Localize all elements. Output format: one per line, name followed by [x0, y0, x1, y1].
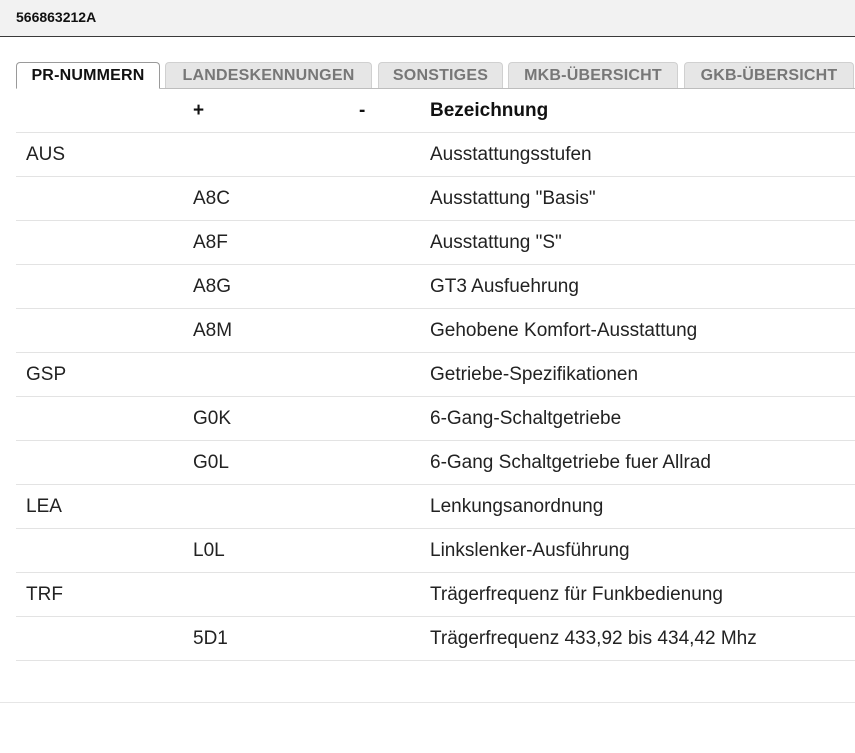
row-description: Ausstattung "S" — [430, 232, 562, 253]
row-plus: 5D1 — [193, 628, 228, 649]
row-plus: A8G — [193, 276, 232, 297]
row-description: Lenkungsanordnung — [430, 496, 604, 517]
row-description: 6-Gang Schaltgetriebe fuer Allrad — [430, 452, 711, 473]
header-minus: - — [359, 100, 366, 121]
tab-mkb-uebersicht[interactable]: MKB-ÜBERSICHT — [508, 62, 678, 88]
table-row — [16, 221, 855, 265]
row-description: Ausstattung "Basis" — [430, 188, 596, 209]
tab-gkb-uebersicht[interactable]: GKB-ÜBERSICHT — [684, 62, 854, 88]
row-description: Trägerfrequenz für Funkbedienung — [430, 584, 723, 605]
row-group: GSP — [26, 364, 67, 385]
row-plus: A8M — [193, 320, 233, 341]
table-row — [16, 177, 855, 221]
table-row — [16, 617, 855, 661]
table-row — [16, 353, 855, 397]
header-plus: + — [193, 100, 205, 121]
table-row — [16, 265, 855, 309]
row-plus: L0L — [193, 540, 225, 561]
tab-pr-nummern[interactable]: PR-NUMMERN — [16, 62, 160, 89]
table-header-row — [16, 89, 855, 133]
row-description: 6-Gang-Schaltgetriebe — [430, 408, 622, 429]
row-group: TRF — [26, 584, 63, 605]
top-bar — [0, 0, 855, 37]
row-description: Getriebe-Spezifikationen — [430, 364, 639, 385]
tab-landeskennungen[interactable]: LANDESKENNUNGEN — [165, 62, 372, 88]
table-row — [16, 529, 855, 573]
row-plus: A8C — [193, 188, 230, 209]
row-plus: A8F — [193, 232, 228, 253]
row-description: Gehobene Komfort-Ausstattung — [430, 320, 698, 341]
part-number-title: 566863212A — [16, 9, 97, 25]
table-row — [16, 485, 855, 529]
row-description: Trägerfrequenz 433,92 bis 434,42 Mhz — [430, 628, 757, 649]
row-group: AUS — [26, 144, 66, 165]
table-row — [16, 309, 855, 353]
pr-number-table — [16, 89, 855, 661]
row-description: Ausstattungsstufen — [430, 144, 592, 165]
table-row — [16, 133, 855, 177]
row-plus: G0K — [193, 408, 232, 429]
table-row — [16, 397, 855, 441]
row-plus: G0L — [193, 452, 229, 473]
tab-sonstiges[interactable]: SONSTIGES — [378, 62, 503, 88]
bottom-divider — [0, 702, 855, 703]
row-description: GT3 Ausfuehrung — [430, 276, 579, 297]
table-row — [16, 573, 855, 617]
table-row — [16, 441, 855, 485]
row-description: Linkslenker-Ausführung — [430, 540, 630, 561]
row-group: LEA — [26, 496, 62, 517]
header-description: Bezeichnung — [430, 100, 549, 121]
tab-bar — [16, 62, 855, 89]
